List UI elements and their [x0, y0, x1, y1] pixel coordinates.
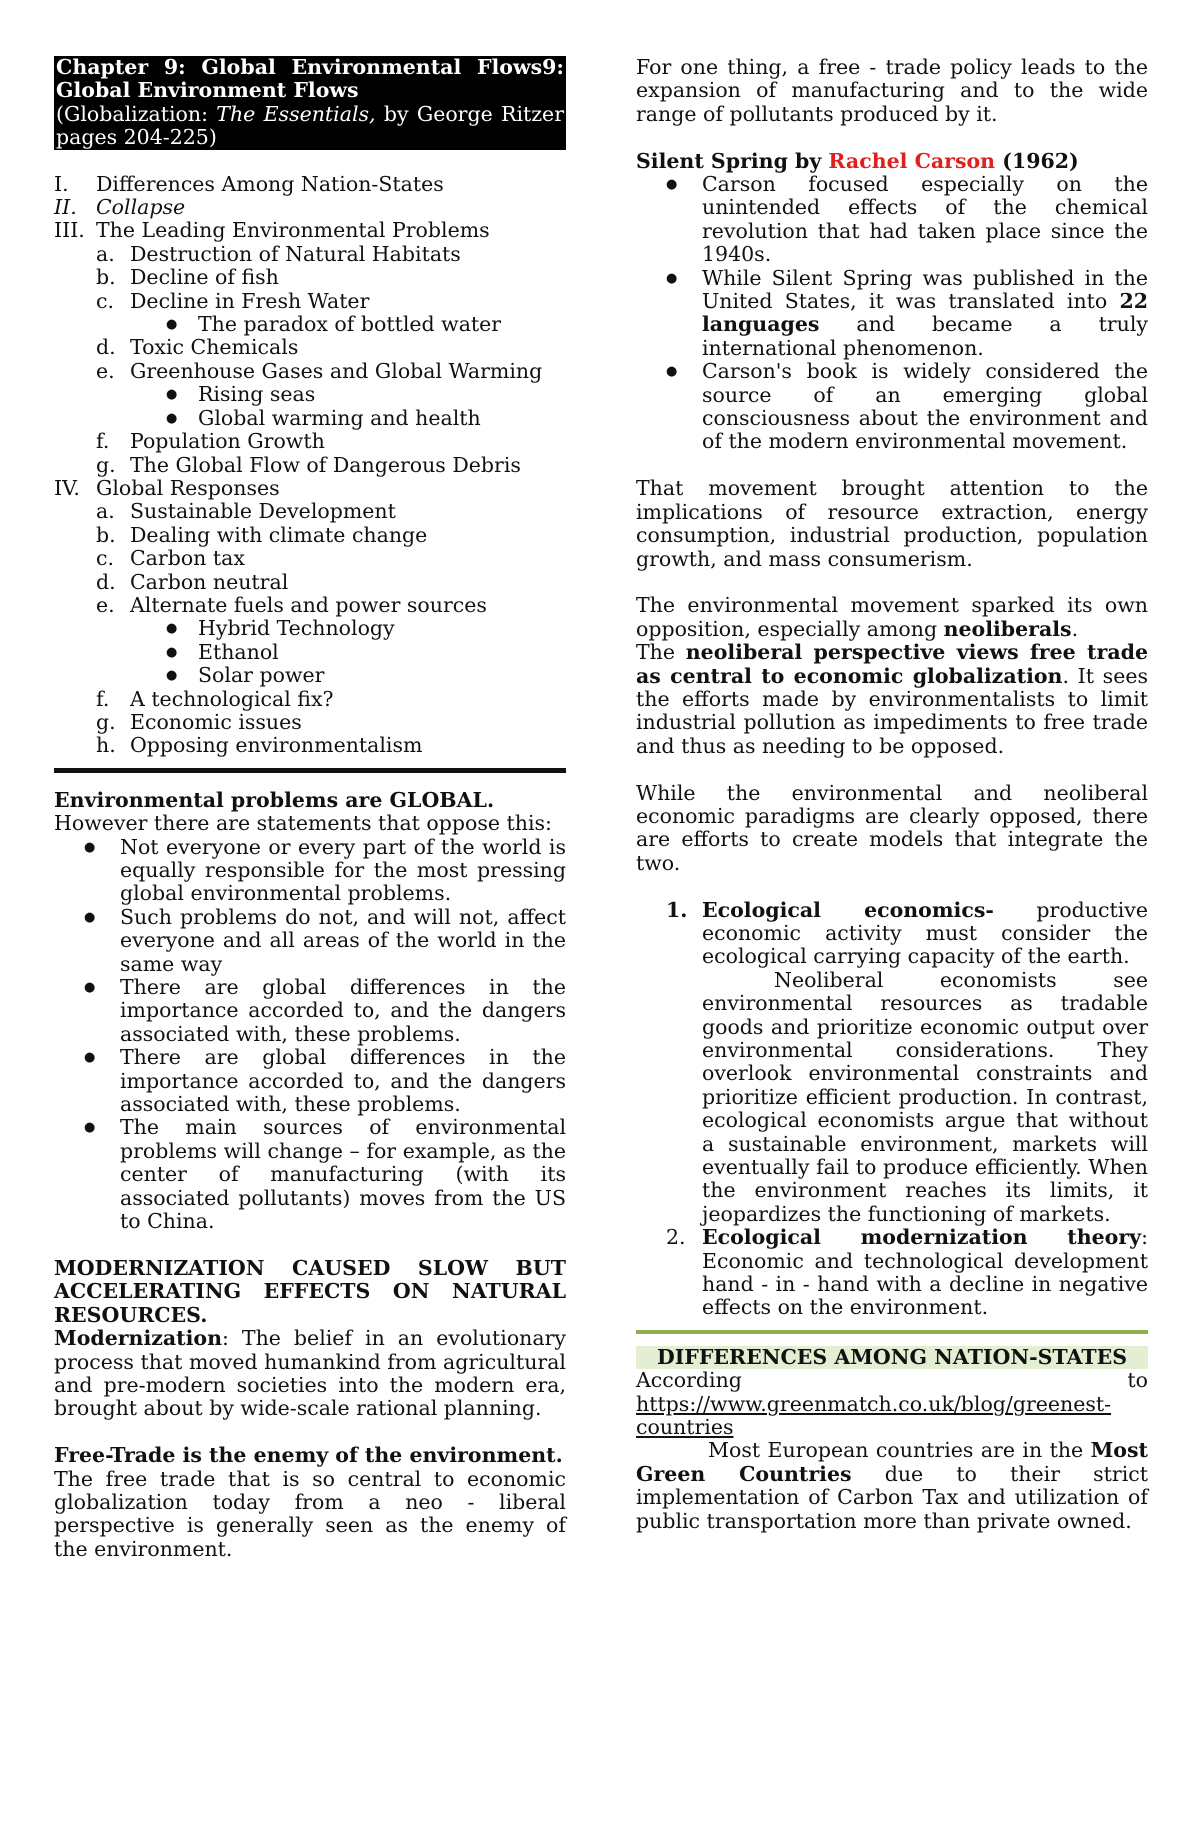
bullet-icon: ● — [666, 177, 678, 193]
table-of-contents — [54, 173, 566, 758]
list-item: ● Not everyone or every part of the world is equally responsible for the most pressing global environmental problems. — [84, 834, 566, 906]
toc-subitem: g. The Global Flow of Dangerous Debris — [96, 452, 521, 477]
toc-subitem: c. Decline in Fresh Water — [96, 288, 370, 313]
free-trade-continuation: For one thing, a free - trade policy leads to the expansion of manufacturing and to the wide range of pollutants produced by it. — [636, 55, 1148, 126]
bullet-icon: ● — [166, 668, 178, 684]
modernization-heading: MODERNIZATION CAUSED SLOW BUT ACCELERATING EFFECTS ON NATURAL RESOURCES. — [54, 1255, 566, 1327]
toc-subitem: c. Carbon tax — [96, 546, 245, 571]
bullet-icon: ● — [166, 621, 178, 637]
list-item: ● There are global differences in the importance accorded to, and the dangers associated with, these problems. — [84, 975, 566, 1046]
toc-subitem: f. A technological fix? — [96, 686, 334, 711]
bullet-icon: ● — [166, 387, 178, 403]
list-item: ● Such problems do not, and will not, affect everyone and all areas of the world in the same way — [84, 904, 566, 976]
modernization-definition: Modernization: The belief in an evolutionary process that moved humankind from agricultural and pre-modern societies into the modern era, brought about by wide-scale rational planning. — [54, 1326, 566, 1421]
toc-subitem: g. Economic issues — [96, 709, 302, 734]
toc-subitem: h. Opposing environmentalism — [96, 733, 423, 758]
silent-spring-heading: Silent Spring by Rachel Carson (1962) — [636, 148, 1079, 173]
free-trade-heading: Free-Trade is the enemy of the environment. — [54, 1443, 563, 1468]
bullet-icon: ● — [84, 909, 96, 925]
differences-heading: DIFFERENCES AMONG NATION-STATES — [636, 1346, 1148, 1369]
toc-item: IV. Global Responses — [54, 475, 280, 500]
toc-subitem: b. Dealing with climate change — [96, 522, 428, 547]
list-item: ● Carson's book is widely considered the source of an emerging global consciousness about the environment and of the modern environmental movement. — [666, 359, 1148, 454]
list-item: ● Carson focused especially on the unintended effects of the chemical revolution that had taken place since the 1940s. — [666, 172, 1148, 267]
neoliberal-paragraph: The neoliberal perspective views free trade as central to economic globalization. It sees the efforts made by environmentalists to limit industrial pollution as impediments to free trade and thus as needing to be opposed. — [636, 640, 1148, 758]
chapter-title-line1: Chapter 9: Global Environmental Flows9: — [56, 55, 564, 79]
chapter-title-block — [54, 56, 566, 150]
toc-item: II. Collapse — [54, 195, 186, 220]
toc-bullet: ● The paradox of bottled water — [166, 312, 502, 337]
models-list — [636, 899, 1148, 1320]
bullet-icon: ● — [166, 644, 178, 660]
toc-subitem: f. Population Growth — [96, 429, 325, 454]
bullet-icon: ● — [666, 270, 678, 286]
list-item: ● While Silent Spring was published in the United States, it was translated into 22 languages and became a truly international phenomenon. — [666, 265, 1148, 360]
bullet-icon: ● — [84, 1120, 96, 1136]
section-divider — [54, 768, 566, 773]
bullet-icon: ● — [166, 410, 178, 426]
toc-bullet: ● Global warming and health — [166, 405, 481, 430]
toc-item: III. The Leading Environmental Problems — [54, 218, 490, 243]
toc-subitem: a. Destruction of Natural Habitats — [96, 241, 461, 266]
chapter-title-line2: Global Environment Flows — [56, 78, 359, 103]
source-line: (Globalization: The Essentials, by George Ritzer — [56, 101, 564, 126]
toc-bullet: ● Hybrid Technology — [166, 616, 395, 641]
left-column — [54, 56, 566, 1561]
movement-paragraph: That movement brought attention to the implications of resource extraction, energy consumption, industrial production, population growth, and mass consumerism. — [636, 476, 1148, 571]
source-pages: pages 204-225) — [56, 125, 217, 150]
toc-item: I. Differences Among Nation-States — [54, 171, 444, 196]
silent-spring-list — [636, 173, 1148, 454]
global-intro: However there are statements that oppose this: — [54, 811, 552, 836]
bullet-icon: ● — [84, 839, 96, 855]
toc-subitem: a. Sustainable Development — [96, 499, 396, 524]
list-item: 2. Ecological modernization theory: Economic and technological development hand - in - hand with a decline in negative effects on the environment. — [666, 1225, 1148, 1320]
bullet-icon: ● — [666, 364, 678, 380]
toc-subitem: d. Carbon neutral — [96, 569, 289, 594]
according-line: According to — [636, 1368, 1148, 1393]
differences-paragraph: Most European countries are in the Most Green Countries due to their strict implementation of Carbon Tax and utilization of public transportation more than private owned. — [636, 1438, 1148, 1533]
toc-bullet: ● Ethanol — [166, 639, 279, 664]
toc-bullet: ● Solar power — [166, 663, 325, 688]
integration-paragraph: While the environmental and neoliberal economic paradigms are clearly opposed, there are efforts to create models that integrate the two. — [636, 780, 1148, 875]
toc-subitem: e. Alternate fuels and power sources — [96, 592, 487, 617]
free-trade-text: The free trade that is so central to economic globalization today from a neo - liberal perspective is generally seen as the enemy of the environment. — [54, 1466, 566, 1561]
opposition-paragraph: The environmental movement sparked its own opposition, especially among neoliberals. — [636, 593, 1148, 641]
greenmatch-link[interactable]: https://www.greenmatch.co.uk/blog/greenest-countries — [636, 1391, 1112, 1440]
section-divider-green — [636, 1330, 1148, 1334]
toc-bullet: ● Rising seas — [166, 382, 316, 407]
bullet-icon: ● — [84, 980, 96, 996]
toc-subitem: b. Decline of fish — [96, 265, 279, 290]
toc-subitem: d. Toxic Chemicals — [96, 335, 299, 360]
global-bullet-list — [54, 836, 566, 1234]
global-heading: Environmental problems are GLOBAL. — [54, 787, 495, 812]
bullet-icon: ● — [166, 317, 178, 333]
bullet-icon: ● — [84, 1050, 96, 1066]
toc-subitem: e. Greenhouse Gases and Global Warming — [96, 358, 543, 383]
list-item: ● There are global differences in the importance accorded to, and the dangers associated with, these problems. — [84, 1045, 566, 1117]
list-item: 1. Ecological economics- productive economic activity must consider the ecological carrying capacity of the earth. Neoliberal economists see environmental resources as tradable goods and prioritize economic output over environmental considerations. They overlook environmental constraints and prioritize efficient production. In contrast, ecological economists argue that without a sustainable environment, markets will eventually fail to produce efficiently. When the environment reaches its limits, it jeopardizes the functioning of markets. — [666, 897, 1148, 1226]
right-column — [636, 56, 1148, 1533]
list-item: ● The main sources of environmental problems will change – for example, as the center of manufacturing (with its associated pollutants) moves from the US to China. — [84, 1115, 566, 1234]
